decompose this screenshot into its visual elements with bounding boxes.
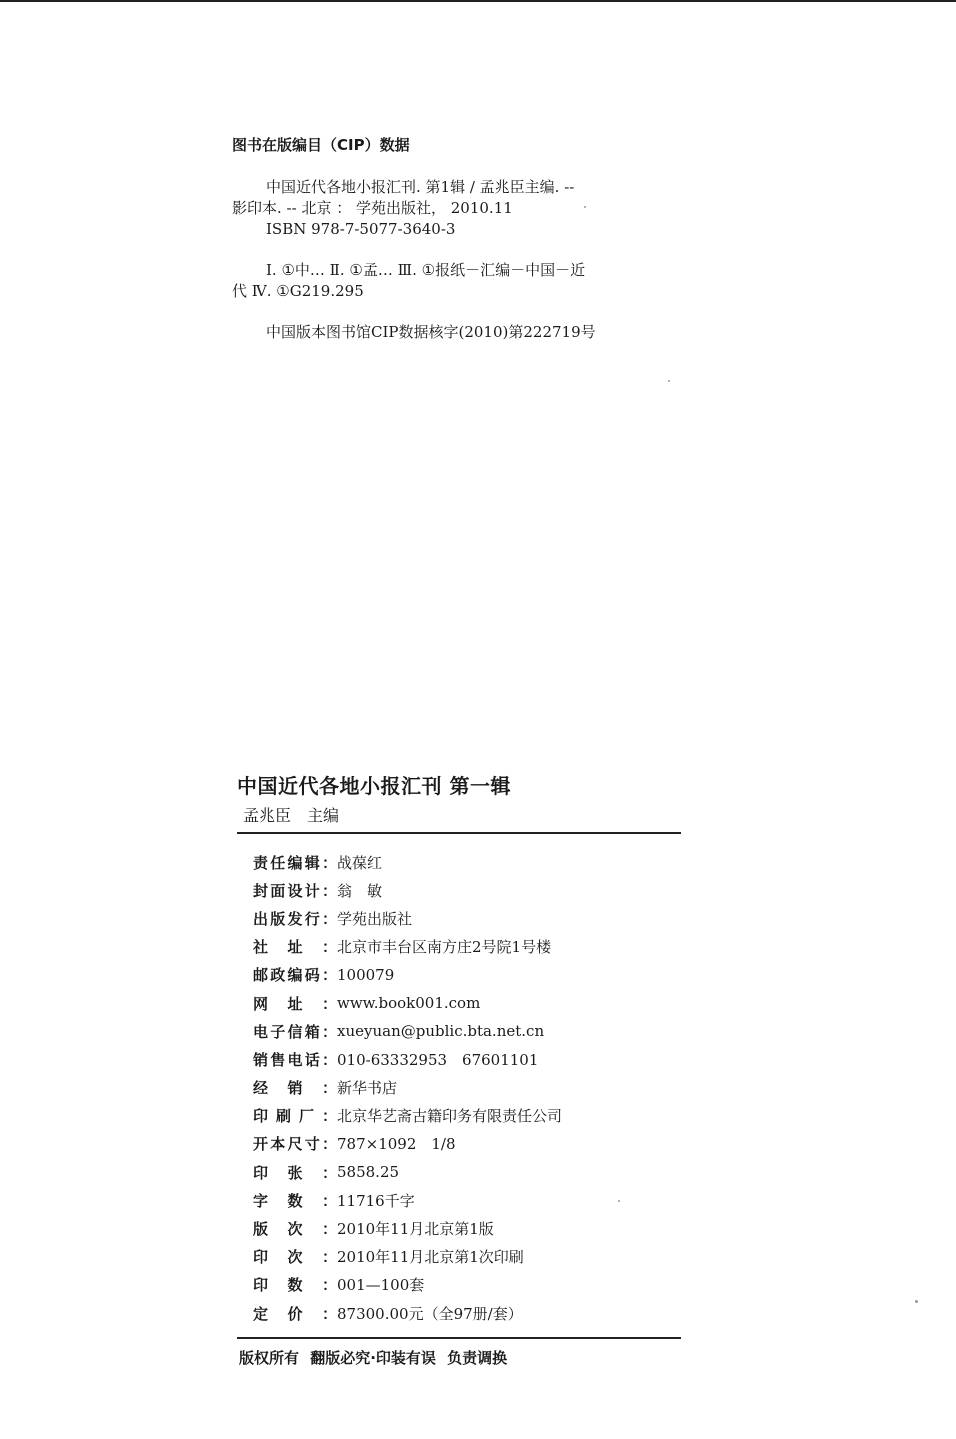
book-editor: 孟兆臣 主编: [243, 806, 340, 825]
colophon-row-value: 北京华艺斋古籍印务有限责任公司: [337, 1107, 563, 1126]
colophon-row-value: 010-63332953 67601101: [337, 1050, 539, 1069]
colophon-row-label: 封 面 设 计 ：: [253, 881, 337, 900]
colophon-row-label: 字 数 ：: [253, 1191, 337, 1210]
colophon-row: [253, 1017, 681, 1045]
colophon-row: [253, 848, 681, 876]
colophon-row: [253, 933, 681, 961]
colophon-row-value: 787×1092 1/8: [337, 1135, 456, 1154]
colophon-row: [253, 1102, 681, 1130]
scan-speck: [618, 1200, 620, 1202]
colophon-row: [253, 876, 681, 904]
colophon-row-value: 学苑出版社: [337, 909, 413, 928]
colophon-row-value: www.book001.com: [337, 994, 481, 1013]
colophon-row: [253, 1130, 681, 1158]
colophon-row-label: 责 任 编 辑 ：: [253, 853, 337, 872]
colophon-row-label: 定 价 ：: [253, 1304, 337, 1323]
colophon-row-value: 战葆红: [337, 853, 383, 872]
colophon-row-label: 出 版 发 行 ：: [253, 909, 337, 928]
scan-speck: [668, 380, 670, 382]
colophon-row-label: 经 销 ：: [253, 1079, 337, 1098]
colophon-row-label: 印 数 ：: [253, 1276, 337, 1295]
colophon-bottom-rule: [237, 1337, 681, 1339]
cip-data-block: [232, 134, 692, 343]
colophon-row: [253, 1158, 681, 1186]
copyright-notice: 版权所有 翻版必究·印装有误 负责调换: [239, 1349, 508, 1368]
colophon-row: [253, 1299, 681, 1327]
colophon-row-value: 2010年11月北京第1版: [337, 1220, 494, 1239]
cip-heading: 图书在版编目（CIP）数据: [232, 136, 410, 154]
colophon-row-label: 销 售 电 话 ：: [253, 1050, 337, 1069]
cip-title-line: 中国近代各地小报汇刊. 第1辑 / 孟兆臣主编. --: [266, 178, 575, 196]
colophon-row-value: 100079: [337, 965, 395, 984]
scan-speck: [584, 206, 586, 208]
colophon-row-label: 印 次 ：: [253, 1248, 337, 1267]
top-border-line: [0, 0, 956, 2]
colophon-row-value: 2010年11月北京第1次印刷: [337, 1248, 524, 1267]
colophon-row-value: 5858.25: [337, 1163, 400, 1182]
colophon-row-label: 印 刷 厂 ：: [253, 1107, 337, 1126]
cip-record-number: 中国版本图书馆CIP数据核字(2010)第222719号: [266, 323, 596, 341]
scan-speck: [915, 1300, 918, 1303]
colophon-row-value: 新华书店: [337, 1079, 398, 1098]
colophon-row: [253, 1271, 681, 1299]
colophon-row-value: 翁 敏: [337, 881, 383, 900]
colophon-row: [253, 1186, 681, 1214]
colophon-row-value: 001—100套: [337, 1276, 425, 1295]
colophon-row: [253, 1243, 681, 1271]
colophon-row-label: 社 址 ：: [253, 938, 337, 957]
colophon-row-label: 邮 政 编 码 ：: [253, 966, 337, 985]
colophon-row-label: 开 本 尺 寸 ：: [253, 1135, 337, 1154]
colophon-row-label: 网 址 ：: [253, 994, 337, 1013]
colophon-row-value: 87300.00元（全97册/套）: [337, 1304, 523, 1323]
book-title: 中国近代各地小报汇刊 第一辑: [237, 774, 511, 798]
colophon-row-label: 电 子 信 箱 ：: [253, 1022, 337, 1041]
colophon-row-value: 北京市丰台区南方庄2号院1号楼: [337, 938, 552, 957]
colophon-row-label: 印 张 ：: [253, 1163, 337, 1182]
colophon-rows: [237, 834, 681, 1335]
colophon-row-label: 版 次 ：: [253, 1220, 337, 1239]
colophon-row: [253, 1045, 681, 1073]
cip-isbn: ISBN 978-7-5077-3640-3: [266, 220, 456, 238]
cip-classification-code: 代 Ⅳ. ①G219.295: [232, 282, 364, 300]
colophon-block: [237, 770, 681, 1368]
colophon-row: [253, 1074, 681, 1102]
cip-publisher-line: 影印本. -- 北京 ： 学苑出版社， 2010.11: [232, 199, 513, 217]
colophon-row: [253, 989, 681, 1017]
colophon-row-value: xueyuan@public.bta.net.cn: [337, 1022, 545, 1041]
colophon-row-value: 11716千字: [337, 1191, 415, 1210]
colophon-row: [253, 904, 681, 932]
colophon-row: [253, 1214, 681, 1242]
cip-classification-line: Ⅰ. ①中… Ⅱ. ①孟… Ⅲ. ①报纸－汇编－中国－近: [266, 261, 586, 279]
colophon-row: [253, 961, 681, 989]
